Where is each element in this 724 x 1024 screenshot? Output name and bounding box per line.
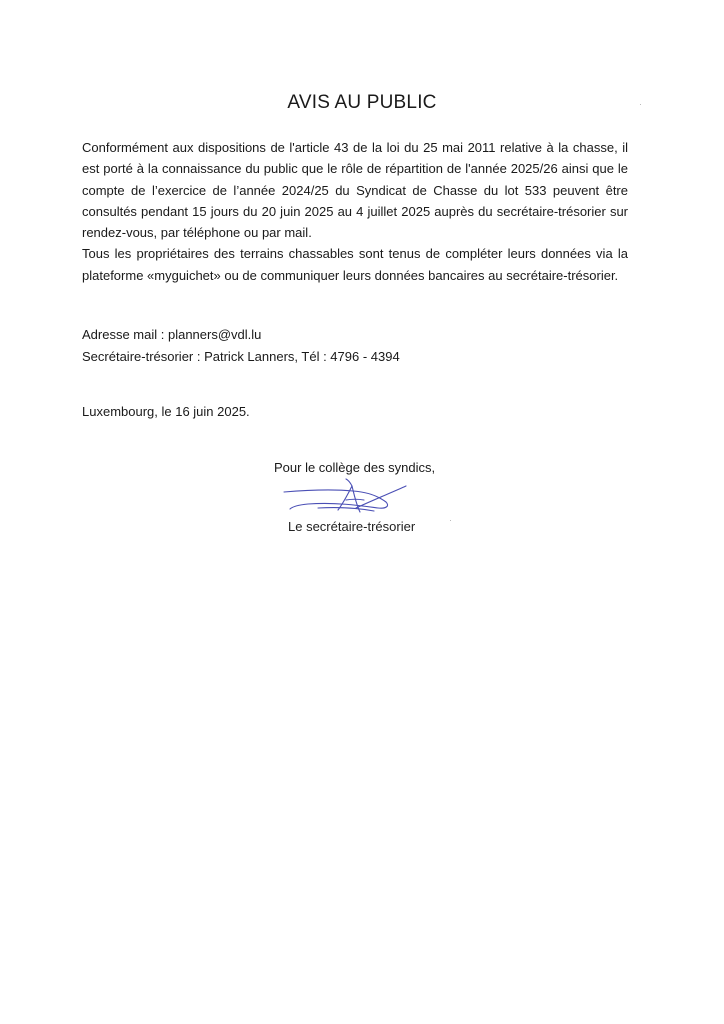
contact-block bbox=[82, 324, 400, 368]
body-text bbox=[82, 137, 628, 286]
document-title: AVIS AU PUBLIC bbox=[287, 92, 437, 113]
place-date: Luxembourg, le 16 juin 2025. bbox=[82, 404, 250, 419]
paragraph-consultation: Conformément aux dispositions de l'article 43 de la loi du 25 mai 2011 relative à la chasse, il est porté à la connaissance du public que le rôle de répartition de l'année 2025/26 ainsi que le compte de l’exercice de l’année 2024/25 du Syndicat de Chasse du lot 533 peuvent être consultés pendant 15 jours du 20 juin 2025 au 4 juillet 2025 auprès du secrétaire-trésorier sur rendez-vous, par téléphone ou par mail. bbox=[82, 140, 628, 241]
contact-email: Adresse mail : planners@vdl.lu bbox=[82, 327, 262, 342]
closing-line: Pour le collège des syndics, bbox=[274, 460, 436, 475]
scan-speck bbox=[640, 104, 641, 105]
contact-secretary: Secrétaire-trésorier : Patrick Lanners, Tél : 4796 - 4394 bbox=[82, 349, 400, 364]
paragraph-owners: Tous les propriétaires des terrains chassables sont tenus de compléter leurs données via la plateforme «myguichet» ou de communiquer leurs données bancaires au secrétaire-trésorier. bbox=[82, 246, 628, 283]
signer-title: Le secrétaire-trésorier bbox=[288, 519, 416, 534]
scan-speck bbox=[450, 520, 451, 521]
